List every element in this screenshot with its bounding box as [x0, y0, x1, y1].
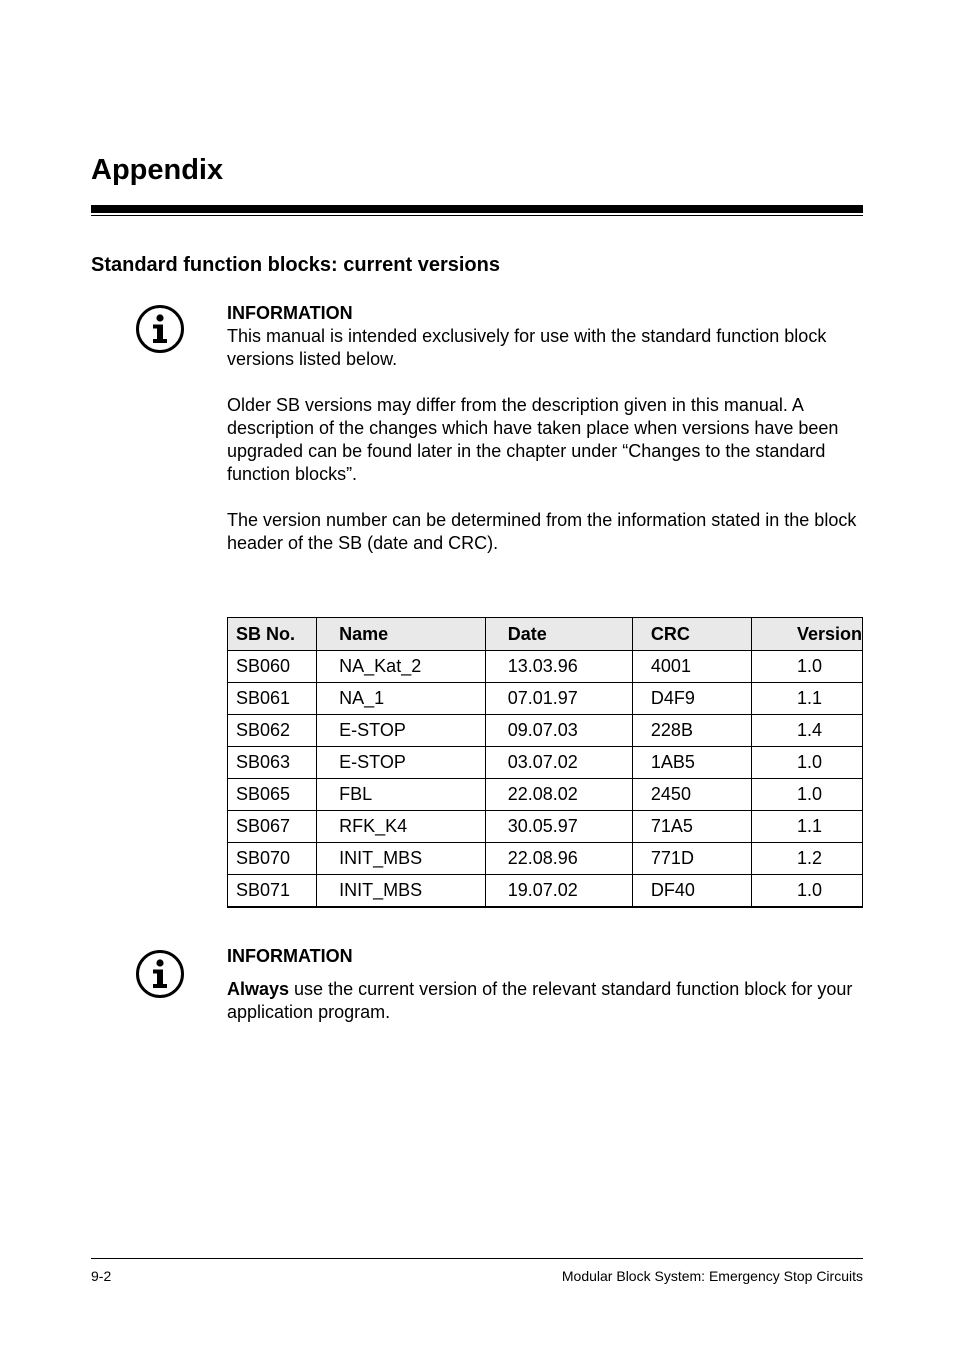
info-paragraph-1: This manual is intended exclusively for use with the standard function block versions listed below.: [227, 326, 827, 369]
chapter-title: Appendix: [91, 154, 224, 186]
table-header-row: [228, 618, 863, 651]
info-icon: [135, 304, 185, 354]
cell-name: NA_Kat_2: [317, 651, 486, 683]
header-version: Version: [751, 618, 862, 651]
cell-name: RFK_K4: [317, 811, 486, 843]
info-paragraph-text: use the current version of the relevant standard function block for your application program.: [227, 979, 853, 1022]
cell-crc: 4001: [632, 651, 751, 683]
header-crc: CRC: [632, 618, 751, 651]
cell-date: 22.08.96: [485, 843, 632, 875]
cell-version: 1.4: [751, 715, 862, 747]
cell-crc: DF40: [632, 875, 751, 908]
cell-date: 22.08.02: [485, 779, 632, 811]
cell-date: 13.03.96: [485, 651, 632, 683]
info-label: INFORMATION: [227, 303, 353, 323]
cell-date: 07.01.97: [485, 683, 632, 715]
info-block-2: [227, 945, 867, 1024]
info-block-1: [227, 302, 867, 555]
cell-crc: 71A5: [632, 811, 751, 843]
table-row: [228, 875, 863, 908]
title-rule-thin: [91, 215, 863, 216]
cell-date: 09.07.03: [485, 715, 632, 747]
cell-version: 1.2: [751, 843, 862, 875]
cell-sb-no: SB062: [228, 715, 317, 747]
info-label: INFORMATION: [227, 946, 353, 966]
header-date: Date: [485, 618, 632, 651]
cell-name: E-STOP: [317, 715, 486, 747]
cell-sb-no: SB070: [228, 843, 317, 875]
cell-sb-no: SB065: [228, 779, 317, 811]
cell-version: 1.0: [751, 875, 862, 908]
info-icon: [135, 949, 185, 999]
cell-name: INIT_MBS: [317, 875, 486, 908]
cell-sb-no: SB071: [228, 875, 317, 908]
section-title: Standard function blocks: current versions: [91, 254, 500, 276]
title-rule-thick: [91, 205, 863, 213]
cell-name: NA_1: [317, 683, 486, 715]
cell-version: 1.0: [751, 747, 862, 779]
sb-versions-table: [227, 617, 863, 908]
info-paragraph: [227, 978, 867, 1024]
table-row: [228, 843, 863, 875]
cell-date: 30.05.97: [485, 811, 632, 843]
page-number: 9-2: [91, 1268, 112, 1284]
header-sb-no: SB No.: [228, 618, 317, 651]
cell-version: 1.1: [751, 683, 862, 715]
cell-crc: 1AB5: [632, 747, 751, 779]
emphasis-always: Always: [227, 979, 290, 999]
cell-sb-no: SB063: [228, 747, 317, 779]
cell-sb-no: SB061: [228, 683, 317, 715]
cell-name: FBL: [317, 779, 486, 811]
table-row: [228, 715, 863, 747]
info-paragraph-2: Older SB versions may differ from the description given in this manual. A description of the changes which have taken place when versions have been upgraded can be found later in the chapter under “Changes to the standard function blocks”.: [227, 395, 839, 484]
cell-crc: 771D: [632, 843, 751, 875]
cell-sb-no: SB067: [228, 811, 317, 843]
cell-version: 1.0: [751, 651, 862, 683]
cell-crc: D4F9: [632, 683, 751, 715]
cell-sb-no: SB060: [228, 651, 317, 683]
cell-name: E-STOP: [317, 747, 486, 779]
info-paragraph-3: The version number can be determined from the information stated in the block header of the SB (date and CRC).: [227, 510, 857, 553]
cell-crc: 228B: [632, 715, 751, 747]
table-row: [228, 747, 863, 779]
table-row: [228, 811, 863, 843]
table-row: [228, 651, 863, 683]
cell-crc: 2450: [632, 779, 751, 811]
cell-name: INIT_MBS: [317, 843, 486, 875]
header-name: Name: [317, 618, 486, 651]
cell-version: 1.1: [751, 811, 862, 843]
document-title: Modular Block System: Emergency Stop Circuits: [561, 1268, 863, 1284]
table-row: [228, 683, 863, 715]
cell-version: 1.0: [751, 779, 862, 811]
footer-rule: [91, 1258, 863, 1259]
cell-date: 03.07.02: [485, 747, 632, 779]
cell-date: 19.07.02: [485, 875, 632, 908]
table-row: [228, 779, 863, 811]
